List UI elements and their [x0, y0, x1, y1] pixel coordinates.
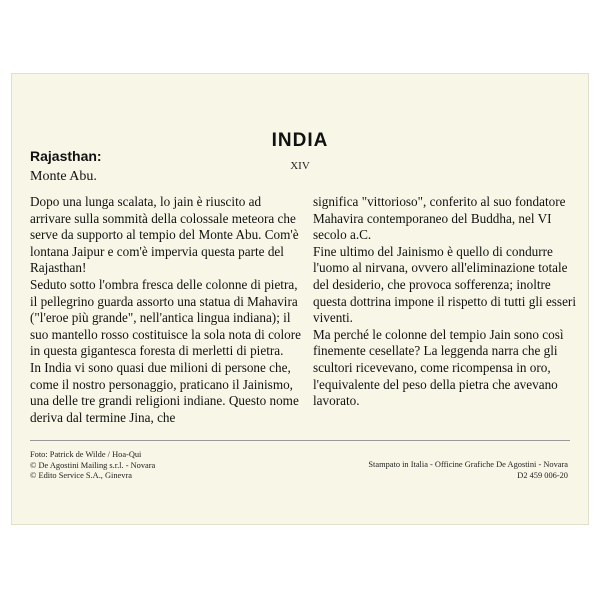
- paragraph: Fine ultimo del Jainismo è quello di condurre l'uomo al nirvana, ovvero all'eliminazione totale del desiderio, che provoca sofferenza; inoltre questa dottrina impone il rispetto di tutti gli esseri viventi.: [313, 243, 576, 326]
- credit-line: © De Agostini Mailing s.r.l. - Novara: [30, 460, 156, 470]
- paragraph: In India vi sono quasi due milioni di persone che, come il nostro personaggio, praticano il Jainismo, una delle tre grandi religioni indiane. Questo nome deriva dal termine Jina, che: [30, 359, 299, 425]
- text-column-right: [313, 194, 583, 410]
- region-heading: Rajasthan:: [30, 148, 102, 164]
- paragraph: significa "vittorioso", conferito al suo fondatore Mahavira contemporaneo del Buddha, nel VI secolo a.C.: [313, 194, 566, 243]
- card-title: INDIA: [271, 130, 329, 151]
- card-number: XIV: [290, 160, 310, 172]
- text-column-left: [30, 194, 304, 426]
- credit-line: © Edito Service S.A., Ginevra: [30, 471, 132, 481]
- paragraph: Dopo una lunga scalata, lo jain è riuscito ad arrivare sulla sommità della colossale meteora che serve da supporto al tempio del Monte Abu. Com'è lontana Jaipur e com'è impervia questa parte del Rajasthan!: [30, 194, 299, 276]
- paragraph: Seduto sotto l'ombra fresca delle colonne di pietra, il pellegrino guarda assorto una statua di Mahavira ("l'eroe più grande", nell'antica lingua indiana); il suo mantello rosso costituisce la sola nota di colore in questa gigantesca foresta di merletti di pietra.: [30, 276, 302, 359]
- info-card: [12, 74, 588, 524]
- photo-credits: [30, 450, 155, 482]
- card-code: D2 459 006-20: [517, 470, 568, 480]
- paragraph: Ma perché le colonne del tempio Jain sono così finemente cesellate? La leggenda narra che gli scultori ricevevano, come ricompensa in oro, l'equivalente del peso della pietra che avevano lavorato.: [313, 326, 564, 409]
- credit-line: Foto: Patrick de Wilde / Hoa-Qui: [30, 450, 142, 459]
- printer-info: [368, 460, 568, 481]
- printer-line: Stampato in Italia - Officine Grafiche De Agostini - Novara: [368, 460, 568, 469]
- divider: [30, 440, 570, 441]
- place-name: Monte Abu.: [30, 169, 97, 184]
